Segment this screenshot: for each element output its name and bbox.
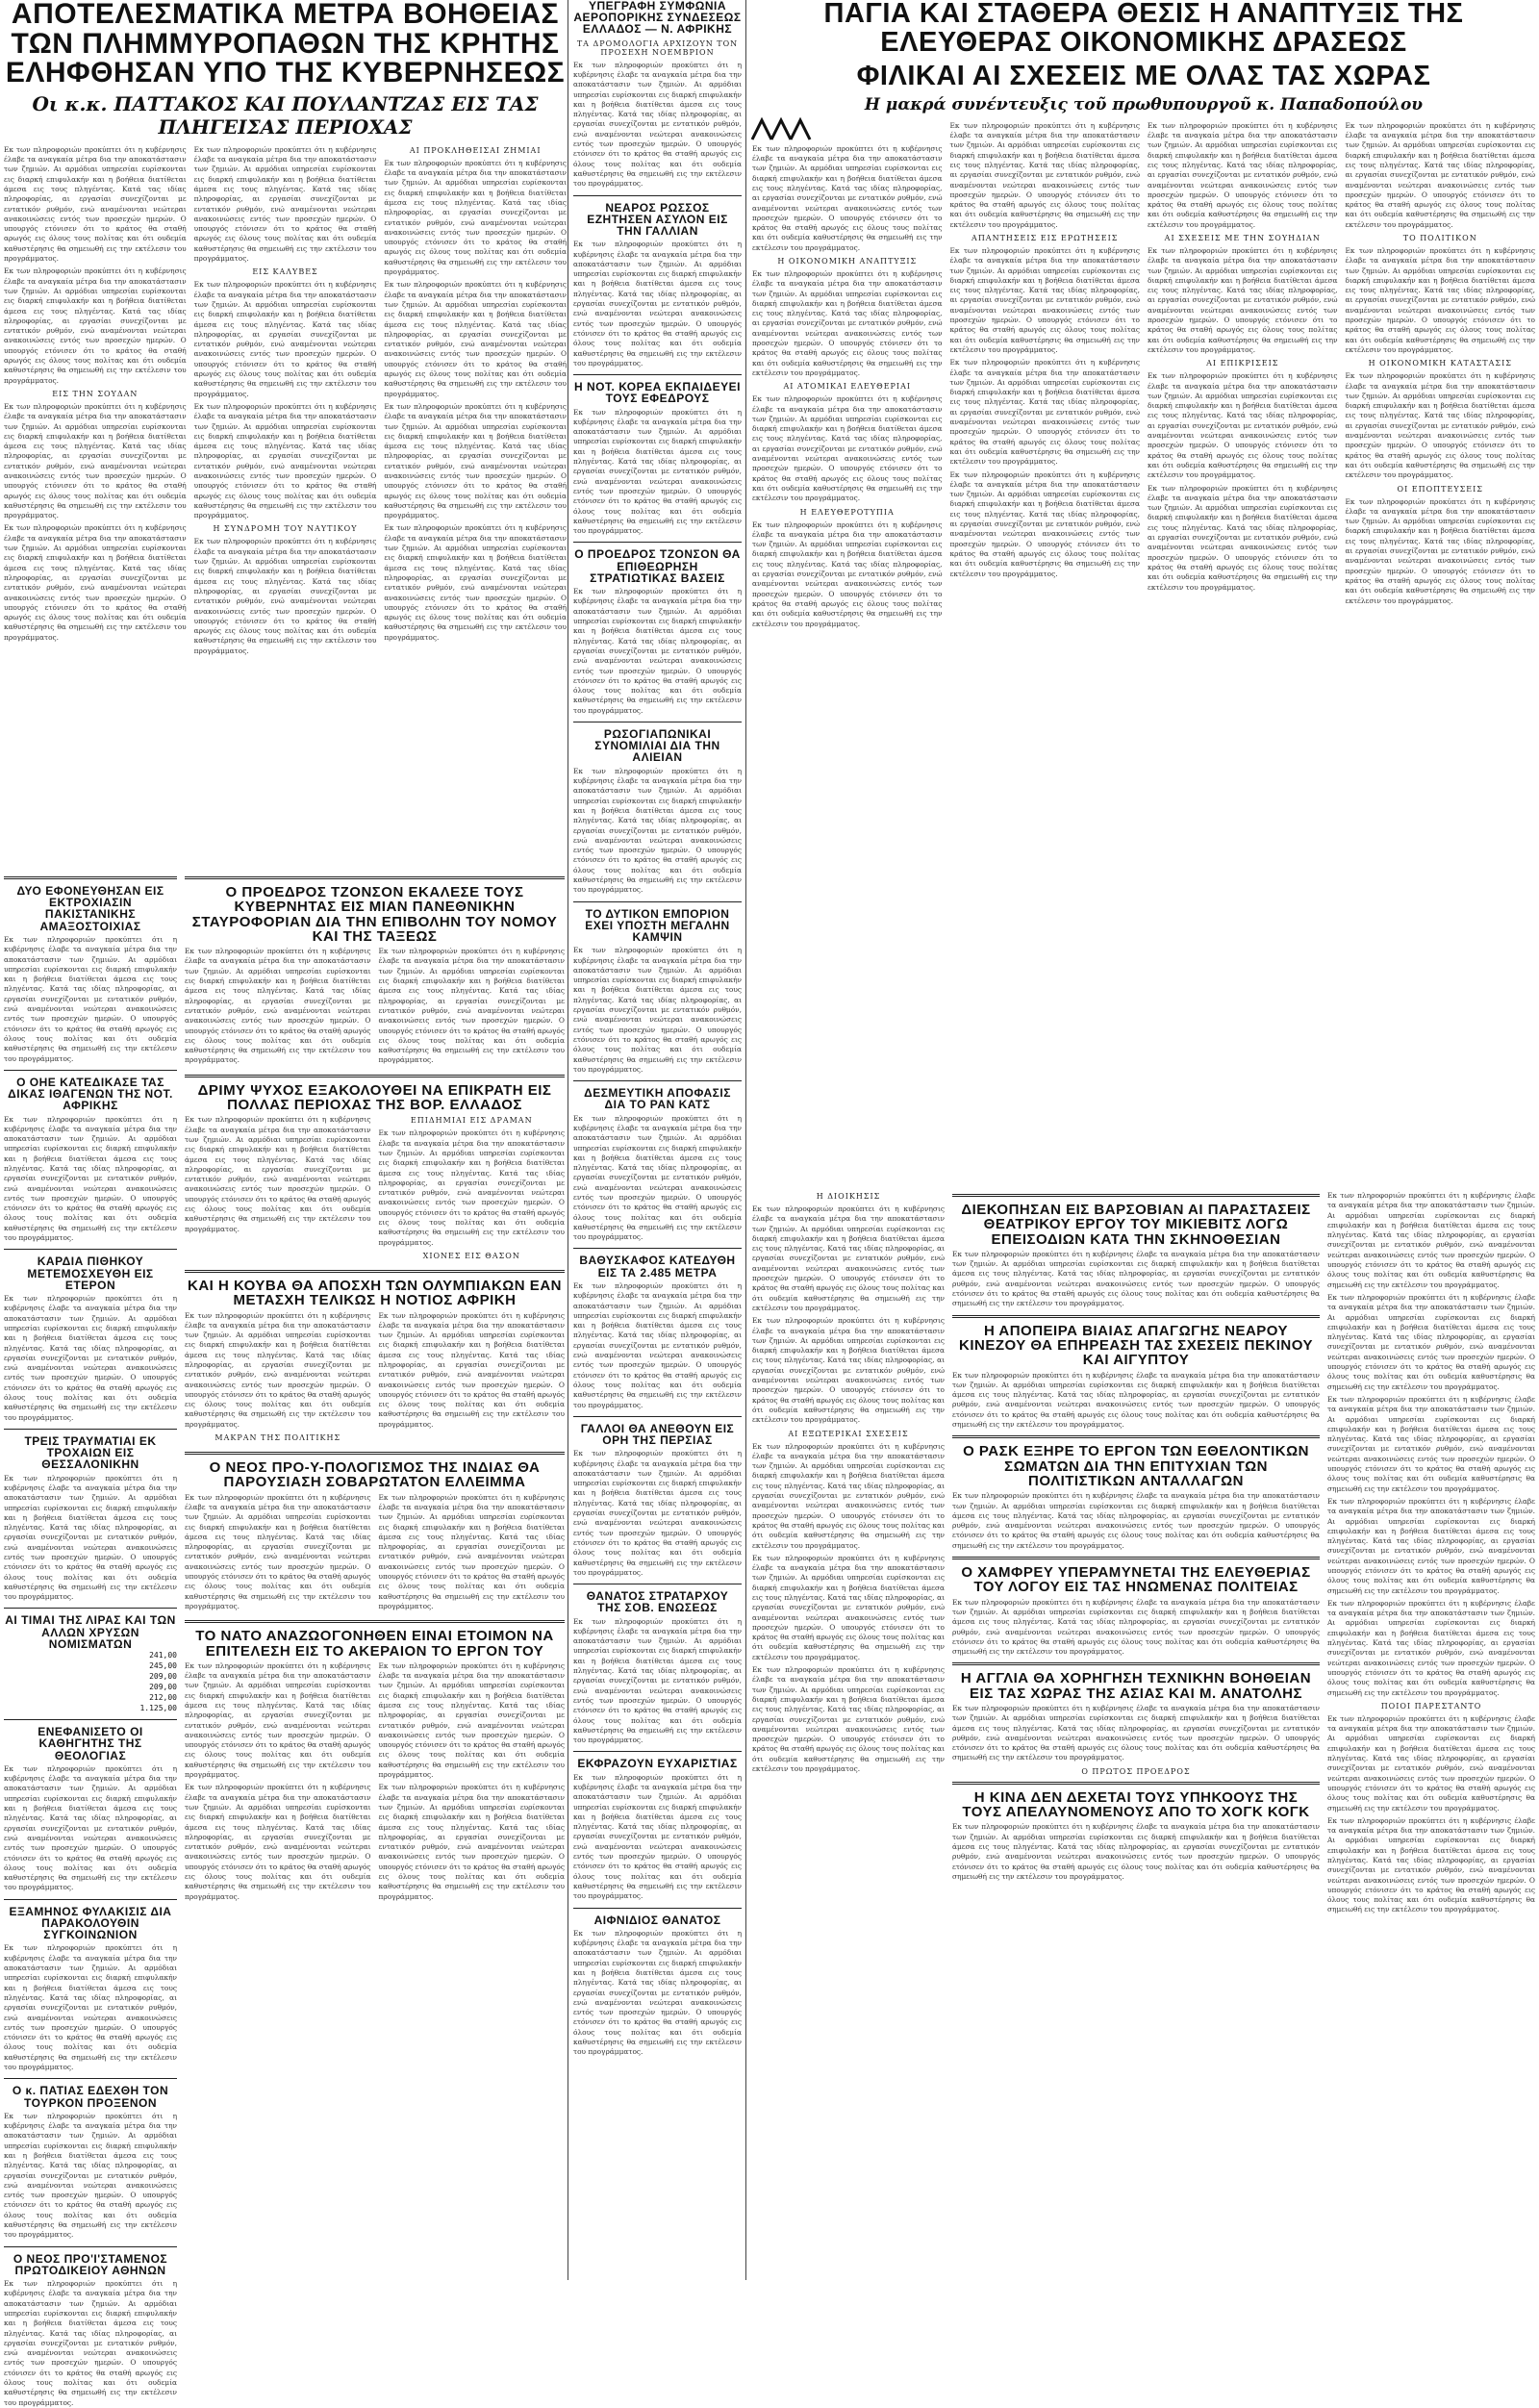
kidnap-headline: Η ΑΠΟΠΕΙΡΑ ΒΙΑΙΑΣ ΑΠΑΓΩΓΗΣ ΝΕΑΡΟΥ ΚΙΝΕΖΟΥ ΘΑ ΕΠΗΡΕΑΣΗ ΤΑΣ ΣΧΕΣΕΙΣ ΠΕΚΙΝΟΥ ΚΑΙ ΑΙΓΥΠΤΟΥ xyxy=(958,1322,1314,1369)
article-text: Εκ των πληροφοριών προκύπτει ότι η κυβέρνησις έλαβε τα αναγκαία μέτρα δια την αποκατάστασιν των ζημιών. Αι αρμόδιαι υπηρεσίαι ευρίσκονται εις διαρκή επιφυλακήν και η βοήθεια διατίθεται άμεσα εις τους πληγέντας. Κατά τας ιδίας πληροφορίας, αι εργασίαι συνεχίζονται με εντατικόν ρυθμόν, ενώ αναμένονται νεώτεραι ανακοινώσεις εντός των προσεχών ημερών. Ο υπουργός ετόνισεν ότι το κράτος θα σταθή αρωγός εις όλους τους πολίτας και ότι ουδεμία καθυστέρησις θα σημειωθή εις την εκτέλεσιν του προγράμματος. xyxy=(4,144,187,264)
section-label: ΑΙ ΠΡΟΚΛΗΘΕΙΣΑΙ ΖΗΜΙΑΙ xyxy=(409,145,542,155)
brief-headline: Ο ΝΕΟΣ ΠΡΟ'Ι'ΣΤΑΜΕΝΟΣ ΠΡΩΤΟΔΙΚΕΙΟΥ ΑΘΗΝΩΝ xyxy=(13,2251,168,2277)
gold-price: 1.125,00 xyxy=(139,1704,177,1713)
brief-headline: ΝΕΑΡΟΣ ΡΩΣΣΟΣ ΕΖΗΤΗΣΕΝ ΑΣΥΛΟΝ ΕΙΣ ΤΗΝ ΓΑΛΛΙΑΝ xyxy=(587,200,728,239)
britain-aid-headline: Η ΑΓΓΛΙΑ ΘΑ ΧΟΡΗΓΗΣΗ ΤΕΧΝΙΚΗΝ ΒΟΗΘΕΙΑΝ ΕΙΣ ΤΑΣ ΧΩΡΑΣ ΤΗΣ ΑΣΙΑΣ ΚΑΙ Μ. ΑΝΑΤΟΛΗΣ xyxy=(960,1670,1312,1702)
article-text: Εκ των πληροφοριών προκύπτει ότι η κυβέρνησις έλαβε τα αναγκαία μέτρα δια την αποκατάστασιν των ζημιών. Αι αρμόδιαι υπηρεσίαι ευρίσκονται εις διαρκή επιφυλακήν και η βοήθεια διατίθεται άμεσα εις τους πληγέντας. Κατά τας ιδίας πληροφορίας, αι εργασίαι συνεχίζονται με εντατικόν ρυθμόν, ενώ αναμένονται νεώτεραι ανακοινώσεις εντός των προσεχών ημερών. Ο υπουργός ετόνισεν ότι το κράτος θα σταθή αρωγός εις όλους τους πολίτας και ότι ουδεμία καθυστέρησις θα σημειωθή εις την εκτέλεσιν του προγράμματος. xyxy=(752,394,943,503)
article-text: Εκ των πληροφοριών προκύπτει ότι η κυβέρνησις έλαβε τα αναγκαία μέτρα δια την αποκατάστασιν των ζημιών. Αι αρμόδιαι υπηρεσίαι ευρίσκονται εις διαρκή επιφυλακήν και η βοήθεια διατίθεται άμεσα εις τους πληγέντας. Κατά τας ιδίας πληροφορίας, αι εργασίαι συνεχίζονται με εντατικόν ρυθμόν, ενώ αναμένονται νεώτεραι ανακοινώσεις εντός των προσεχών ημερών. Ο υπουργός ετόνισεν ότι το κράτος θα σταθή αρωγός εις όλους τους πολίτας και ότι ουδεμία καθυστέρησις θα σημειωθή εις την εκτέλεσιν του προγράμματος. xyxy=(952,1249,1320,1308)
article-text: Εκ των πληροφοριών προκύπτει ότι η κυβέρνησις έλαβε τα αναγκαία μέτρα δια την αποκατάστασιν των ζημιών. Αι αρμόδιαι υπηρεσίαι ευρίσκονται εις διαρκή επιφυλακήν και η βοήθεια διατίθεται άμεσα εις τους πληγέντας. Κατά τας ιδίας πληροφορίας, αι εργασίαι συνεχίζονται με εντατικόν ρυθμόν, ενώ αναμένονται νεώτεραι ανακοινώσεις εντός των προσεχών ημερών. Ο υπουργός ετόνισεν ότι το κράτος θα σταθή αρωγός εις όλους τους πολίτας και ότι ουδεμία καθυστέρησις θα σημειωθή εις την εκτέλεσιν του προγράμματος. xyxy=(752,1553,945,1661)
article-text: Εκ των πληροφοριών προκύπτει ότι η κυβέρνησις έλαβε τα αναγκαία μέτρα δια την αποκατάστασιν των ζημιών. Αι αρμόδιαι υπηρεσίαι ευρίσκονται εις διαρκή επιφυλακήν και η βοήθεια διατίθεται άμεσα εις τους πληγέντας. Κατά τας ιδίας πληροφορίας, αι εργασίαι συνεχίζονται με εντατικόν ρυθμόν, ενώ αναμένονται νεώτεραι ανακοινώσεις εντός των προσεχών ημερών. Ο υπουργός ετόνισεν ότι το κράτος θα σταθή αρωγός εις όλους τους πολίτας και ότι ουδεμία καθυστέρησις θα σημειωθή εις την εκτέλεσιν του προγράμματος. xyxy=(1345,120,1535,229)
article-text: Εκ των πληροφοριών προκύπτει ότι η κυβέρνησις έλαβε τα αναγκαία μέτρα δια την αποκατάστασιν των ζημιών. Αι αρμόδιαι υπηρεσίαι ευρίσκονται εις διαρκή επιφυλακήν και η βοήθεια διατίθεται άμεσα εις τους πληγέντας. Κατά τας ιδίας πληροφορίας, αι εργασίαι συνεχίζονται με εντατικόν ρυθμόν, ενώ αναμένονται νεώτεραι ανακοινώσεις εντός των προσεχών ημερών. Ο υπουργός ετόνισεν ότι το κράτος θα σταθή αρωγός εις όλους τους πολίτας και ότι ουδεμία καθυστέρησις θα σημειωθή εις την εκτέλεσιν του προγράμματος. xyxy=(4,2279,177,2407)
article-text: Εκ των πληροφοριών προκύπτει ότι η κυβέρνησις έλαβε τα αναγκαία μέτρα δια την αποκατάστασιν των ζημιών. Αι αρμόδιαι υπηρεσίαι ευρίσκονται εις διαρκή επιφυλακήν και η βοήθεια διατίθεται άμεσα εις τους πληγέντας. Κατά τας ιδίας πληροφορίας, αι εργασίαι συνεχίζονται με εντατικόν ρυθμόν, ενώ αναμένονται νεώτεραι ανακοινώσεις εντός των προσεχών ημερών. Ο υπουργός ετόνισεν ότι το κράτος θα σταθή αρωγός εις όλους τους πολίτας και ότι ουδεμία καθυστέρησις θα σημειωθή εις την εκτέλεσιν του προγράμματος. xyxy=(1148,246,1338,354)
right-story-block xyxy=(752,0,1535,1138)
article-text: Εκ των πληροφοριών προκύπτει ότι η κυβέρνησις έλαβε τα αναγκαία μέτρα δια την αποκατάστασιν των ζημιών. Αι αρμόδιαι υπηρεσίαι ευρίσκονται εις διαρκή επιφυλακήν και η βοήθεια διατίθεται άμεσα εις τους πληγέντας. Κατά τας ιδίας πληροφορίας, αι εργασίαι συνεχίζονται με εντατικόν ρυθμόν, ενώ αναμένονται νεώτεραι ανακοινώσεις εντός των προσεχών ημερών. Ο υπουργός ετόνισεν ότι το κράτος θα σταθή αρωγός εις όλους τους πολίτας και ότι ουδεμία καθυστέρησις θα σημειωθή εις την εκτέλεσιν του προγράμματος. xyxy=(378,1492,565,1610)
article-text: Εκ των πληροφοριών προκύπτει ότι η κυβέρνησις έλαβε τα αναγκαία μέτρα δια την αποκατάστασιν των ζημιών. Αι αρμόδιαι υπηρεσίαι ευρίσκονται εις διαρκή επιφυλακήν και η βοήθεια διατίθεται άμεσα εις τους πληγέντας. Κατά τας ιδίας πληροφορίας, αι εργασίαι συνεχίζονται με εντατικόν ρυθμόν, ενώ αναμένονται νεώτεραι ανακοινώσεις εντός των προσεχών ημερών. Ο υπουργός ετόνισεν ότι το κράτος θα σταθή αρωγός εις όλους τους πολίτας και ότι ουδεμία καθυστέρησις θα σημειωθή εις την εκτέλεσιν του προγράμματος. xyxy=(1327,1713,1535,1812)
section-label: Η ΕΛΕΥΘΕΡΟΤΥΠΙΑ xyxy=(799,507,895,517)
section-label: ΟΙ ΕΠΟΠΤΕΥΣΕΙΣ xyxy=(1397,484,1483,494)
article-text: Εκ των πληροφοριών προκύπτει ότι η κυβέρνησις έλαβε τα αναγκαία μέτρα δια την αποκατάστασιν των ζημιών. Αι αρμόδιαι υπηρεσίαι ευρίσκονται εις διαρκή επιφυλακήν και η βοήθεια διατίθεται άμεσα εις τους πληγέντας. Κατά τας ιδίας πληροφορίας, αι εργασίαι συνεχίζονται με εντατικόν ρυθμόν, ενώ αναμένονται νεώτεραι ανακοινώσεις εντός των προσεχών ημερών. Ο υπουργός ετόνισεν ότι το κράτος θα σταθή αρωγός εις όλους τους πολίτας και ότι ουδεμία καθυστέρησις θα σημειωθή εις την εκτέλεσιν του προγράμματος. xyxy=(378,1660,565,1780)
article-text: Εκ των πληροφοριών προκύπτει ότι η κυβέρνησις έλαβε τα αναγκαία μέτρα δια την αποκατάστασιν των ζημιών. Αι αρμόδιαι υπηρεσίαι ευρίσκονται εις διαρκή επιφυλακήν και η βοήθεια διατίθεται άμεσα εις τους πληγέντας. Κατά τας ιδίας πληροφορίας, αι εργασίαι συνεχίζονται με εντατικόν ρυθμόν, ενώ αναμένονται νεώτεραι ανακοινώσεις εντός των προσεχών ημερών. Ο υπουργός ετόνισεν ότι το κράτος θα σταθή αρωγός εις όλους τους πολίτας και ότι ουδεμία καθυστέρησις θα σημειωθή εις την εκτέλεσιν του προγράμματος. xyxy=(752,1441,945,1550)
article-text: Εκ των πληροφοριών προκύπτει ότι η κυβέρνησις έλαβε τα αναγκαία μέτρα δια την αποκατάστασιν των ζημιών. Αι αρμόδιαι υπηρεσίαι ευρίσκονται εις διαρκή επιφυλακήν και η βοήθεια διατίθεται άμεσα εις τους πληγέντας. Κατά τας ιδίας πληροφορίας, αι εργασίαι συνεχίζονται με εντατικόν ρυθμόν, ενώ αναμένονται νεώτεραι ανακοινώσεις εντός των προσεχών ημερών. Ο υπουργός ετόνισεν ότι το κράτος θα σταθή αρωγός εις όλους τους πολίτας και ότι ουδεμία καθυστέρησις θα σημειωθή εις την εκτέλεσιν του προγράμματος. xyxy=(1327,1191,1535,1289)
article-text: Εκ των πληροφοριών προκύπτει ότι η κυβέρνησις έλαβε τα αναγκαία μέτρα δια την αποκατάστασιν των ζημιών. Αι αρμόδιαι υπηρεσίαι ευρίσκονται εις διαρκή επιφυλακήν και η βοήθεια διατίθεται άμεσα εις τους πληγέντας. Κατά τας ιδίας πληροφορίας, αι εργασίαι συνεχίζονται με εντατικόν ρυθμόν, ενώ αναμένονται νεώτεραι ανακοινώσεις εντός των προσεχών ημερών. Ο υπουργός ετόνισεν ότι το κράτος θα σταθή αρωγός εις όλους τους πολίτας και ότι ουδεμία καθυστέρησις θα σημειωθή εις την εκτέλεσιν του προγράμματος. xyxy=(4,2111,177,2240)
section-label: Η ΔΙΟΙΚΗΣΙΣ xyxy=(816,1192,881,1201)
article-text: Εκ των πληροφοριών προκύπτει ότι η κυβέρνησις έλαβε τα αναγκαία μέτρα δια την αποκατάστασιν των ζημιών. Αι αρμόδιαι υπηρεσίαι ευρίσκονται εις διαρκή επιφυλακήν και η βοήθεια διατίθεται άμεσα εις τους πληγέντας. Κατά τας ιδίας πληροφορίας, αι εργασίαι συνεχίζονται με εντατικόν ρυθμόν, ενώ αναμένονται νεώτεραι ανακοινώσεις εντός των προσεχών ημερών. Ο υπουργός ετόνισεν ότι το κράτος θα σταθή αρωγός εις όλους τους πολίτας και ότι ουδεμία καθυστέρησις θα σημειωθή εις την εκτέλεσιν του προγράμματος. xyxy=(752,143,943,252)
article-text: Εκ των πληροφοριών προκύπτει ότι η κυβέρνησις έλαβε τα αναγκαία μέτρα δια την αποκατάστασιν των ζημιών. Αι αρμόδιαι υπηρεσίαι ευρίσκονται εις διαρκή επιφυλακήν και η βοήθεια διατίθεται άμεσα εις τους πληγέντας. Κατά τας ιδίας πληροφορίας, αι εργασίαι συνεχίζονται με εντατικόν ρυθμόν, ενώ αναμένονται νεώτεραι ανακοινώσεις εντός των προσεχών ημερών. Ο υπουργός ετόνισεν ότι το κράτος θα σταθή αρωγός εις όλους τους πολίτας και ότι ουδεμία καθυστέρησις θα σημειωθή εις την εκτέλεσιν του προγράμματος. xyxy=(952,1370,1320,1430)
article-text: Εκ των πληροφοριών προκύπτει ότι η κυβέρνησις έλαβε τα αναγκαία μέτρα δια την αποκατάστασιν των ζημιών. Αι αρμόδιαι υπηρεσίαι ευρίσκονται εις διαρκή επιφυλακήν και η βοήθεια διατίθεται άμεσα εις τους πληγέντας. Κατά τας ιδίας πληροφορίας, αι εργασίαι συνεχίζονται με εντατικόν ρυθμόν, ενώ αναμένονται νεώτεραι ανακοινώσεις εντός των προσεχών ημερών. Ο υπουργός ετόνισεν ότι το κράτος θα σταθή αρωγός εις όλους τους πολίτας και ότι ουδεμία καθυστέρησις θα σημειωθή εις την εκτέλεσιν του προγράμματος. xyxy=(573,1113,742,1242)
article-text: Εκ των πληροφοριών προκύπτει ότι η κυβέρνησις έλαβε τα αναγκαία μέτρα δια την αποκατάστασιν των ζημιών. Αι αρμόδιαι υπηρεσίαι ευρίσκονται εις διαρκή επιφυλακήν και η βοήθεια διατίθεται άμεσα εις τους πληγέντας. Κατά τας ιδίας πληροφορίας, αι εργασίαι συνεχίζονται με εντατικόν ρυθμόν, ενώ αναμένονται νεώτεραι ανακοινώσεις εντός των προσεχών ημερών. Ο υπουργός ετόνισεν ότι το κράτος θα σταθή αρωγός εις όλους τους πολίτας και ότι ουδεμία καθυστέρησις θα σημειωθή εις την εκτέλεσιν του προγράμματος. xyxy=(952,1822,1320,1881)
article-text: Εκ των πληροφοριών προκύπτει ότι η κυβέρνησις έλαβε τα αναγκαία μέτρα δια την αποκατάστασιν των ζημιών. Αι αρμόδιαι υπηρεσίαι ευρίσκονται εις διαρκή επιφυλακήν και η βοήθεια διατίθεται άμεσα εις τους πληγέντας. Κατά τας ιδίας πληροφορίας, αι εργασίαι συνεχίζονται με εντατικόν ρυθμόν, ενώ αναμένονται νεώτεραι ανακοινώσεις εντός των προσεχών ημερών. Ο υπουργός ετόνισεν ότι το κράτος θα σταθή αρωγός εις όλους τους πολίτας και ότι ουδεμία καθυστέρησις θα σημειωθή εις την εκτέλεσιν του προγράμματος. xyxy=(378,1310,565,1429)
article-text: Εκ των πληροφοριών προκύπτει ότι η κυβέρνησις έλαβε τα αναγκαία μέτρα δια την αποκατάστασιν των ζημιών. Αι αρμόδιαι υπηρεσίαι ευρίσκονται εις διαρκή επιφυλακήν και η βοήθεια διατίθεται άμεσα εις τους πληγέντας. Κατά τας ιδίας πληροφορίας, αι εργασίαι συνεχίζονται με εντατικόν ρυθμόν, ενώ αναμένονται νεώτεραι ανακοινώσεις εντός των προσεχών ημερών. Ο υπουργός ετόνισεν ότι το κράτος θα σταθή αρωγός εις όλους τους πολίτας και ότι ουδεμία καθυστέρησις θα σημειωθή εις την εκτέλεσιν του προγράμματος. xyxy=(1148,371,1338,480)
brief-headline: Η ΝΟΤ. ΚΟΡΕΑ ΕΚΠΑΙΔΕΥΕΙ ΤΟΥΣ ΕΦΕΔΡΟΥΣ xyxy=(574,380,741,406)
article-text: Εκ των πληροφοριών προκύπτει ότι η κυβέρνησις έλαβε τα αναγκαία μέτρα δια την αποκατάστασιν των ζημιών. Αι αρμόδιαι υπηρεσίαι ευρίσκονται εις διαρκή επιφυλακήν και η βοήθεια διατίθεται άμεσα εις τους πληγέντας. Κατά τας ιδίας πληροφορίας, αι εργασίαι συνεχίζονται με εντατικόν ρυθμόν, ενώ αναμένονται νεώτεραι ανακοινώσεις εντός των προσεχών ημερών. Ο υπουργός ετόνισεν ότι το κράτος θα σταθή αρωγός εις όλους τους πολίτας και ότι ουδεμία καθυστέρησις θα σημειωθή εις την εκτέλεσιν του προγράμματος. xyxy=(4,523,187,642)
brief-headline: ΓΑΛΛΟΙ ΘΑ ΑΝΕΘΟΥΝ ΕΙΣ ΟΡΗ ΤΗΣ ΠΕΡΣΙΑΣ xyxy=(580,1421,735,1448)
brief-headline: ΑΙ ΤΙΜΑΙ ΤΗΣ ΛΙΡΑΣ ΚΑΙ ΤΩΝ ΑΛΛΩΝ ΧΡΥΣΩΝ ΝΟΜΙΣΜΑΤΩΝ xyxy=(5,1613,176,1651)
article-text: Εκ των πληροφοριών προκύπτει ότι η κυβέρνησις έλαβε τα αναγκαία μέτρα δια την αποκατάστασιν των ζημιών. Αι αρμόδιαι υπηρεσίαι ευρίσκονται εις διαρκή επιφυλακήν και η βοήθεια διατίθεται άμεσα εις τους πληγέντας. Κατά τας ιδίας πληροφορίας, αι εργασίαι συνεχίζονται με εντατικόν ρυθμόν, ενώ αναμένονται νεώτεραι ανακοινώσεις εντός των προσεχών ημερών. Ο υπουργός ετόνισεν ότι το κράτος θα σταθή αρωγός εις όλους τους πολίτας και ότι ουδεμία καθυστέρησις θα σημειωθή εις την εκτέλεσιν του προγράμματος. xyxy=(4,1943,177,2072)
brief-headline: Ο ΠΡΟΕΔΡΟΣ ΤΖΟΝΣΟΝ ΘΑ ΕΠΙΘΕΩΡΗΣΗ ΣΤΡΑΤΙΩΤΙΚΑΣ ΒΑΣΕΙΣ xyxy=(574,547,741,585)
section-label: Η ΟΙΚΟΝΟΜΙΚΗ ΚΑΤΑΣΤΑΣΙΣ xyxy=(1368,359,1512,368)
interview-headline: ΠΑΓΙΑ ΚΑΙ ΣΤΑΘΕΡΑ ΘΕΣΙΣ Η ΑΝΑΠΤΥΞΙΣ ΤΗΣ ΕΛΕΥΘΕΡΑΣ ΟΙΚΟΝΟΜΙΚΗΣ ΔΡΑΣΕΩΣ xyxy=(823,0,1464,58)
article-text: Εκ των πληροφοριών προκύπτει ότι η κυβέρνησις έλαβε τα αναγκαία μέτρα δια την αποκατάστασιν των ζημιών. Αι αρμόδιαι υπηρεσίαι ευρίσκονται εις διαρκή επιφυλακήν και η βοήθεια διατίθεται άμεσα εις τους πληγέντας. Κατά τας ιδίας πληροφορίας, αι εργασίαι συνεχίζονται με εντατικόν ρυθμόν, ενώ αναμένονται νεώτεραι ανακοινώσεις εντός των προσεχών ημερών. Ο υπουργός ετόνισεν ότι το κράτος θα σταθή αρωγός εις όλους τους πολίτας και ότι ουδεμία καθυστέρησις θα σημειωθή εις την εκτέλεσιν του προγράμματος. xyxy=(185,1115,371,1233)
crete-floods-subhead: Οι κ.κ. ΠΑΤΤΑΚΟΣ ΚΑΙ ΠΟΥΛΑΝΤΖΑΣ ΕΙΣ ΤΑΣ ΠΛΗΓΕΙΣΑΣ ΠΕΡΙΟΧΑΣ xyxy=(32,91,539,139)
section-label: ΑΙ ΕΠΙΚΡΙΣΕΙΣ xyxy=(1206,359,1279,368)
article-text: Εκ των πληροφοριών προκύπτει ότι η κυβέρνησις έλαβε τα αναγκαία μέτρα δια την αποκατάστασιν των ζημιών. Αι αρμόδιαι υπηρεσίαι ευρίσκονται εις διαρκή επιφυλακήν και η βοήθεια διατίθεται άμεσα εις τους πληγέντας. Κατά τας ιδίας πληροφορίας, αι εργασίαι συνεχίζονται με εντατικόν ρυθμόν, ενώ αναμένονται νεώτεραι ανακοινώσεις εντός των προσεχών ημερών. Ο υπουργός ετόνισεν ότι το κράτος θα σταθή αρωγός εις όλους τους πολίτας και ότι ουδεμία καθυστέρησις θα σημειωθή εις την εκτέλεσιν του προγράμματος. xyxy=(573,60,742,189)
article-text: Εκ των πληροφοριών προκύπτει ότι η κυβέρνησις έλαβε τα αναγκαία μέτρα δια την αποκατάστασιν των ζημιών. Αι αρμόδιαι υπηρεσίαι ευρίσκονται εις διαρκή επιφυλακήν και η βοήθεια διατίθεται άμεσα εις τους πληγέντας. Κατά τας ιδίας πληροφορίας, αι εργασίαι συνεχίζονται με εντατικόν ρυθμόν, ενώ αναμένονται νεώτεραι ανακοινώσεις εντός των προσεχών ημερών. Ο υπουργός ετόνισεν ότι το κράτος θα σταθή αρωγός εις όλους τους πολίτας και ότι ουδεμία καθυστέρησις θα σημειωθή εις την εκτέλεσιν του προγράμματος. xyxy=(949,358,1140,467)
rusk-headline: Ο ΡΑΣΚ ΕΞΗΡΕ ΤΟ ΕΡΓΟΝ ΤΩΝ ΕΘΕΛΟΝΤΙΚΩΝ ΣΩΜΑΤΩΝ ΔΙΑ ΤΗΝ ΕΠΙΤΥΧΙΑΝ ΤΩΝ ΠΟΛΙΤΙΣΤΙΚΩΝ ΑΝΤΑΛΛΑΓΩΝ xyxy=(963,1443,1309,1489)
article-text: Εκ των πληροφοριών προκύπτει ότι η κυβέρνησις έλαβε τα αναγκαία μέτρα δια την αποκατάστασιν των ζημιών. Αι αρμόδιαι υπηρεσίαι ευρίσκονται εις διαρκή επιφυλακήν και η βοήθεια διατίθεται άμεσα εις τους πληγέντας. Κατά τας ιδίας πληροφορίας, αι εργασίαι συνεχίζονται με εντατικόν ρυθμόν, ενώ αναμένονται νεώτεραι ανακοινώσεις εντός των προσεχών ημερών. Ο υπουργός ετόνισεν ότι το κράτος θα σταθή αρωγός εις όλους τους πολίτας και ότι ουδεμία καθυστέρησις θα σημειωθή εις την εκτέλεσιν του προγράμματος. xyxy=(1345,371,1535,480)
section-label: ΑΙ ΕΞΩΤΕΡΙΚΑΙ ΣΧΕΣΕΙΣ xyxy=(788,1429,909,1438)
article-text: Εκ των πληροφοριών προκύπτει ότι η κυβέρνησις έλαβε τα αναγκαία μέτρα δια την αποκατάστασιν των ζημιών. Αι αρμόδιαι υπηρεσίαι ευρίσκονται εις διαρκή επιφυλακήν και η βοήθεια διατίθεται άμεσα εις τους πληγέντας. Κατά τας ιδίας πληροφορίας, αι εργασίαι συνεχίζονται με εντατικόν ρυθμόν, ενώ αναμένονται νεώτεραι ανακοινώσεις εντός των προσεχών ημερών. Ο υπουργός ετόνισεν ότι το κράτος θα σταθή αρωγός εις όλους τους πολίτας και ότι ουδεμία καθυστέρησις θα σημειωθή εις την εκτέλεσιν του προγράμματος. xyxy=(193,401,377,520)
article-text: Εκ των πληροφοριών προκύπτει ότι η κυβέρνησις έλαβε τα αναγκαία μέτρα δια την αποκατάστασιν των ζημιών. Αι αρμόδιαι υπηρεσίαι ευρίσκονται εις διαρκή επιφυλακήν και η βοήθεια διατίθεται άμεσα εις τους πληγέντας. Κατά τας ιδίας πληροφορίας, αι εργασίαι συνεχίζονται με εντατικόν ρυθμόν, ενώ αναμένονται νεώτεραι ανακοινώσεις εντός των προσεχών ημερών. Ο υπουργός ετόνισεν ότι το κράτος θα σταθή αρωγός εις όλους τους πολίτας και ότι ουδεμία καθυστέρησις θα σημειωθή εις την εκτέλεσιν του προγράμματος. xyxy=(1148,483,1338,592)
interview-subhead: Η μακρά συνέντευξις τοῦ πρωθυπουργοῦ κ. Παπαδοπούλου xyxy=(864,94,1424,114)
article-text: Εκ των πληροφοριών προκύπτει ότι η κυβέρνησις έλαβε τα αναγκαία μέτρα δια την αποκατάστασιν των ζημιών. Αι αρμόδιαι υπηρεσίαι ευρίσκονται εις διαρκή επιφυλακήν και η βοήθεια διατίθεται άμεσα εις τους πληγέντας. Κατά τας ιδίας πληροφορίας, αι εργασίαι συνεχίζονται με εντατικόν ρυθμόν, ενώ αναμένονται νεώτεραι ανακοινώσεις εντός των προσεχών ημερών. Ο υπουργός ετόνισεν ότι το κράτος θα σταθή αρωγός εις όλους τους πολίτας και ότι ουδεμία καθυστέρησις θα σημειωθή εις την εκτέλεσιν του προγράμματος. xyxy=(1345,246,1535,354)
far-right-column xyxy=(1327,1188,1535,2275)
section-label: Η ΟΙΚΟΝΟΜΙΚΗ ΑΝΑΠΤΥΞΙΣ xyxy=(777,257,918,266)
article-text: Εκ των πληροφοριών προκύπτει ότι η κυβέρνησις έλαβε τα αναγκαία μέτρα δια την αποκατάστασιν των ζημιών. Αι αρμόδιαι υπηρεσίαι ευρίσκονται εις διαρκή επιφυλακήν και η βοήθεια διατίθεται άμεσα εις τους πληγέντας. Κατά τας ιδίας πληροφορίας, αι εργασίαι συνεχίζονται με εντατικόν ρυθμόν, ενώ αναμένονται νεώτεραι ανακοινώσεις εντός των προσεχών ημερών. Ο υπουργός ετόνισεν ότι το κράτος θα σταθή αρωγός εις όλους τους πολίτας και ότι ουδεμία καθυστέρησις θα σημειωθή εις την εκτέλεσιν του προγράμματος. xyxy=(573,946,742,1074)
article-text: Εκ των πληροφοριών προκύπτει ότι η κυβέρνησις έλαβε τα αναγκαία μέτρα δια την αποκατάστασιν των ζημιών. Αι αρμόδιαι υπηρεσίαι ευρίσκονται εις διαρκή επιφυλακήν και η βοήθεια διατίθεται άμεσα εις τους πληγέντας. Κατά τας ιδίας πληροφορίας, αι εργασίαι συνεχίζονται με εντατικόν ρυθμόν, ενώ αναμένονται νεώτεραι ανακοινώσεις εντός των προσεχών ημερών. Ο υπουργός ετόνισεν ότι το κράτος θα σταθή αρωγός εις όλους τους πολίτας και ότι ουδεμία καθυστέρησις θα σημειωθή εις την εκτέλεσιν του προγράμματος. xyxy=(573,766,742,895)
article-text: Εκ των πληροφοριών προκύπτει ότι η κυβέρνησις έλαβε τα αναγκαία μέτρα δια την αποκατάστασιν των ζημιών. Αι αρμόδιαι υπηρεσίαι ευρίσκονται εις διαρκή επιφυλακήν και η βοήθεια διατίθεται άμεσα εις τους πληγέντας. Κατά τας ιδίας πληροφορίας, αι εργασίαι συνεχίζονται με εντατικόν ρυθμόν, ενώ αναμένονται νεώτεραι ανακοινώσεις εντός των προσεχών ημερών. Ο υπουργός ετόνισεν ότι το κράτος θα σταθή αρωγός εις όλους τους πολίτας και ότι ουδεμία καθυστέρησις θα σημειωθή εις την εκτέλεσιν του προγράμματος. xyxy=(4,266,187,385)
article-text: Εκ των πληροφοριών προκύπτει ότι η κυβέρνησις έλαβε τα αναγκαία μέτρα δια την αποκατάστασιν των ζημιών. Αι αρμόδιαι υπηρεσίαι ευρίσκονται εις διαρκή επιφυλακήν και η βοήθεια διατίθεται άμεσα εις τους πληγέντας. Κατά τας ιδίας πληροφορίας, αι εργασίαι συνεχίζονται με εντατικόν ρυθμόν, ενώ αναμένονται νεώτεραι ανακοινώσεις εντός των προσεχών ημερών. Ο υπουργός ετόνισεν ότι το κράτος θα σταθή αρωγός εις όλους τους πολίτας και ότι ουδεμία καθυστέρησις θα σημειωθή εις την εκτέλεσιν του προγράμματος. xyxy=(1345,496,1535,605)
gold-price-list xyxy=(4,1650,177,1713)
article-text: Εκ των πληροφοριών προκύπτει ότι η κυβέρνησις έλαβε τα αναγκαία μέτρα δια την αποκατάστασιν των ζημιών. Αι αρμόδιαι υπηρεσίαι ευρίσκονται εις διαρκή επιφυλακήν και η βοήθεια διατίθεται άμεσα εις τους πληγέντας. Κατά τας ιδίας πληροφορίας, αι εργασίαι συνεχίζονται με εντατικόν ρυθμόν, ενώ αναμένονται νεώτεραι ανακοινώσεις εντός των προσεχών ημερών. Ο υπουργός ετόνισεν ότι το κράτος θα σταθή αρωγός εις όλους τους πολίτας και ότι ουδεμία καθυστέρησις θα σημειωθή εις την εκτέλεσιν του προγράμματος. xyxy=(1327,1496,1535,1595)
article-text: Εκ των πληροφοριών προκύπτει ότι η κυβέρνησις έλαβε τα αναγκαία μέτρα δια την αποκατάστασιν των ζημιών. Αι αρμόδιαι υπηρεσίαι ευρίσκονται εις διαρκή επιφυλακήν και η βοήθεια διατίθεται άμεσα εις τους πληγέντας. Κατά τας ιδίας πληροφορίας, αι εργασίαι συνεχίζονται με εντατικόν ρυθμόν, ενώ αναμένονται νεώτεραι ανακοινώσεις εντός των προσεχών ημερών. Ο υπουργός ετόνισεν ότι το κράτος θα σταθή αρωγός εις όλους τους πολίτας και ότι ουδεμία καθυστέρησις θα σημειωθή εις την εκτέλεσιν του προγράμματος. xyxy=(378,1128,565,1247)
article-text: Εκ των πληροφοριών προκύπτει ότι η κυβέρνησις έλαβε τα αναγκαία μέτρα δια την αποκατάστασιν των ζημιών. Αι αρμόδιαι υπηρεσίαι ευρίσκονται εις διαρκή επιφυλακήν και η βοήθεια διατίθεται άμεσα εις τους πληγέντας. Κατά τας ιδίας πληροφορίας, αι εργασίαι συνεχίζονται με εντατικόν ρυθμόν, ενώ αναμένονται νεώτεραι ανακοινώσεις εντός των προσεχών ημερών. Ο υπουργός ετόνισεν ότι το κράτος θα σταθή αρωγός εις όλους τους πολίτας και ότι ουδεμία καθυστέρησις θα σημειωθή εις την εκτέλεσιν του προγράμματος. xyxy=(952,1703,1320,1762)
crete-floods-body xyxy=(4,142,568,655)
article-text: Εκ των πληροφοριών προκύπτει ότι η κυβέρνησις έλαβε τα αναγκαία μέτρα δια την αποκατάστασιν των ζημιών. Αι αρμόδιαι υπηρεσίαι ευρίσκονται εις διαρκή επιφυλακήν και η βοήθεια διατίθεται άμεσα εις τους πληγέντας. Κατά τας ιδίας πληροφορίας, αι εργασίαι συνεχίζονται με εντατικόν ρυθμόν, ενώ αναμένονται νεώτεραι ανακοινώσεις εντός των προσεχών ημερών. Ο υπουργός ετόνισεν ότι το κράτος θα σταθή αρωγός εις όλους τους πολίτας και ότι ουδεμία καθυστέρησις θα σημειωθή εις την εκτέλεσιν του προγράμματος. xyxy=(573,1616,742,1745)
article-text: Εκ των πληροφοριών προκύπτει ότι η κυβέρνησις έλαβε τα αναγκαία μέτρα δια την αποκατάστασιν των ζημιών. Αι αρμόδιαι υπηρεσίαι ευρίσκονται εις διαρκή επιφυλακήν και η βοήθεια διατίθεται άμεσα εις τους πληγέντας. Κατά τας ιδίας πληροφορίας, αι εργασίαι συνεχίζονται με εντατικόν ρυθμόν, ενώ αναμένονται νεώτεραι ανακοινώσεις εντός των προσεχών ημερών. Ο υπουργός ετόνισεν ότι το κράτος θα σταθή αρωγός εις όλους τους πολίτας και ότι ουδεμία καθυστέρησις θα σημειωθή εις την εκτέλεσιν του προγράμματος. xyxy=(384,280,568,398)
section-label: ΑΙ ΣΧΕΣΕΙΣ ΜΕ ΤΗΝ ΣΟΥΗΔΙΑΝ xyxy=(1164,234,1321,242)
center-right-column xyxy=(752,1188,1320,2275)
brief-headline: ΘΑΝΑΤΟΣ ΣΤΡΑΤΑΡΧΟΥ ΤΗΣ ΣΟΒ. ΕΝΩΣΕΩΣ xyxy=(586,1589,729,1615)
article-text: Εκ των πληροφοριών προκύπτει ότι η κυβέρνησις έλαβε τα αναγκαία μέτρα δια την αποκατάστασιν των ζημιών. Αι αρμόδιαι υπηρεσίαι ευρίσκονται εις διαρκή επιφυλακήν και η βοήθεια διατίθεται άμεσα εις τους πληγέντας. Κατά τας ιδίας πληροφορίας, αι εργασίαι συνεχίζονται με εντατικόν ρυθμόν, ενώ αναμένονται νεώτεραι ανακοινώσεις εντός των προσεχών ημερών. Ο υπουργός ετόνισεν ότι το κράτος θα σταθή αρωγός εις όλους τους πολίτας και ότι ουδεμία καθυστέρησις θα σημειωθή εις την εκτέλεσιν του προγράμματος. xyxy=(185,1310,371,1429)
article-text: Εκ των πληροφοριών προκύπτει ότι η κυβέρνησις έλαβε τα αναγκαία μέτρα δια την αποκατάστασιν των ζημιών. Αι αρμόδιαι υπηρεσίαι ευρίσκονται εις διαρκή επιφυλακήν και η βοήθεια διατίθεται άμεσα εις τους πληγέντας. Κατά τας ιδίας πληροφορίας, αι εργασίαι συνεχίζονται με εντατικόν ρυθμόν, ενώ αναμένονται νεώτεραι ανακοινώσεις εντός των προσεχών ημερών. Ο υπουργός ετόνισεν ότι το κράτος θα σταθή αρωγός εις όλους τους πολίτας και ότι ουδεμία καθυστέρησις θα σημειωθή εις την εκτέλεσιν του προγράμματος. xyxy=(573,1928,742,2057)
brief-headline: ΑΙΦΝΙΔΙΟΣ ΘΑΝΑΤΟΣ xyxy=(593,1913,721,1927)
section-label: ΕΠΙΔΗΜΙΑΙ ΕΙΣ ΔΡΑΜΑΝ xyxy=(410,1116,533,1126)
section-label: Η ΣΥΝΔΡΟΜΗ ΤΟΥ ΝΑΥΤΙΚΟΥ xyxy=(213,524,358,534)
brief-headline: ΤΟ ΔΥΤΙΚΟΝ ΕΜΠΟΡΙΟΝ ΕΧΕΙ ΥΠΟΣΤΗ ΜΕΓΑΛΗΝ ΚΑΜΨΙΝ xyxy=(585,906,730,945)
center-left-column xyxy=(185,871,565,2275)
brief-headline: ΤΡΕΙΣ ΤΡΑΥΜΑΤΙΑΙ ΕΚ ΤΡΟΧΑΙΩΝ ΕΙΣ ΘΕΣΣΑΛΟΝΙΚΗΝ xyxy=(24,1433,157,1472)
article-text: Εκ των πληροφοριών προκύπτει ότι η κυβέρνησις έλαβε τα αναγκαία μέτρα δια την αποκατάστασιν των ζημιών. Αι αρμόδιαι υπηρεσίαι ευρίσκονται εις διαρκή επιφυλακήν και η βοήθεια διατίθεται άμεσα εις τους πληγέντας. Κατά τας ιδίας πληροφορίας, αι εργασίαι συνεχίζονται με εντατικόν ρυθμόν, ενώ αναμένονται νεώτεραι ανακοινώσεις εντός των προσεχών ημερών. Ο υπουργός ετόνισεν ότι το κράτος θα σταθή αρωγός εις όλους τους πολίτας και ότι ουδεμία καθυστέρησις θα σημειωθή εις την εκτέλεσιν του προγράμματος. xyxy=(573,1449,742,1577)
article-text: Εκ των πληροφοριών προκύπτει ότι η κυβέρνησις έλαβε τα αναγκαία μέτρα δια την αποκατάστασιν των ζημιών. Αι αρμόδιαι υπηρεσίαι ευρίσκονται εις διαρκή επιφυλακήν και η βοήθεια διατίθεται άμεσα εις τους πληγέντας. Κατά τας ιδίας πληροφορίας, αι εργασίαι συνεχίζονται με εντατικόν ρυθμόν, ενώ αναμένονται νεώτεραι ανακοινώσεις εντός των προσεχών ημερών. Ο υπουργός ετόνισεν ότι το κράτος θα σταθή αρωγός εις όλους τους πολίτας και ότι ουδεμία καθυστέρησις θα σημειωθή εις την εκτέλεσιν του προγράμματος. xyxy=(573,1772,742,1901)
section-label: ΕΙΣ ΤΗΝ ΣΟΥΔΑΝ xyxy=(52,389,139,398)
article-text: Εκ των πληροφοριών προκύπτει ότι η κυβέρνησις έλαβε τα αναγκαία μέτρα δια την αποκατάστασιν των ζημιών. Αι αρμόδιαι υπηρεσίαι ευρίσκονται εις διαρκή επιφυλακήν και η βοήθεια διατίθεται άμεσα εις τους πληγέντας. Κατά τας ιδίας πληροφορίας, αι εργασίαι συνεχίζονται με εντατικόν ρυθμόν, ενώ αναμένονται νεώτεραι ανακοινώσεις εντός των προσεχών ημερών. Ο υπουργός ετόνισεν ότι το κράτος θα σταθή αρωγός εις όλους τους πολίτας και ότι ουδεμία καθυστέρησις θα σημειωθή εις την εκτέλεσιν του προγράμματος. xyxy=(949,246,1140,354)
warsaw-headline: ΔΙΕΚΟΠΗΣΑΝ ΕΙΣ ΒΑΡΣΟΒΙΑΝ ΑΙ ΠΑΡΑΣΤΑΣΕΙΣ ΘΕΑΤΡΙΚΟΥ ΕΡΓΟΥ ΤΟΥ ΜΙΚΙΕΒΙΤΣ ΛΟΓΩ ΕΠΕΙΣΟΔΙΩΝ ΚΑΤΑ ΤΗΝ ΣΚΗΝΟΘΕΣΙΑΝ xyxy=(961,1202,1311,1248)
gold-price: 241,00 xyxy=(149,1651,177,1660)
article-text: Εκ των πληροφοριών προκύπτει ότι η κυβέρνησις έλαβε τα αναγκαία μέτρα δια την αποκατάστασιν των ζημιών. Αι αρμόδιαι υπηρεσίαι ευρίσκονται εις διαρκή επιφυλακήν και η βοήθεια διατίθεται άμεσα εις τους πληγέντας. Κατά τας ιδίας πληροφορίας, αι εργασίαι συνεχίζονται με εντατικόν ρυθμόν, ενώ αναμένονται νεώτεραι ανακοινώσεις εντός των προσεχών ημερών. Ο υπουργός ετόνισεν ότι το κράτος θα σταθή αρωγός εις όλους τους πολίτας και ότι ουδεμία καθυστέρησις θα σημειωθή εις την εκτέλεσιν του προγράμματος. xyxy=(952,1597,1320,1657)
article-text: Εκ των πληροφοριών προκύπτει ότι η κυβέρνησις έλαβε τα αναγκαία μέτρα δια την αποκατάστασιν των ζημιών. Αι αρμόδιαι υπηρεσίαι ευρίσκονται εις διαρκή επιφυλακήν και η βοήθεια διατίθεται άμεσα εις τους πληγέντας. Κατά τας ιδίας πληροφορίας, αι εργασίαι συνεχίζονται με εντατικόν ρυθμόν, ενώ αναμένονται νεώτεραι ανακοινώσεις εντός των προσεχών ημερών. Ο υπουργός ετόνισεν ότι το κράτος θα σταθή αρωγός εις όλους τους πολίτας και ότι ουδεμία καθυστέρησις θα σημειωθή εις την εκτέλεσιν του προγράμματος. xyxy=(949,120,1140,229)
india-budget-headline: Ο ΝΕΟΣ ΠΡΟ-Υ-ΠΟΛΟΓΙΣΜΟΣ ΤΗΣ ΙΝΔΙΑΣ ΘΑ ΠΑΡΟΥΣΙΑΣΗ ΣΟΒΑΡΩΤΑΤΟΝ ΕΛΛΕΙΜΜΑ xyxy=(209,1459,541,1491)
article-text: Εκ των πληροφοριών προκύπτει ότι η κυβέρνησις έλαβε τα αναγκαία μέτρα δια την αποκατάστασιν των ζημιών. Αι αρμόδιαι υπηρεσίαι ευρίσκονται εις διαρκή επιφυλακήν και η βοήθεια διατίθεται άμεσα εις τους πληγέντας. Κατά τας ιδίας πληροφορίας, αι εργασίαι συνεχίζονται με εντατικόν ρυθμόν, ενώ αναμένονται νεώτεραι ανακοινώσεις εντός των προσεχών ημερών. Ο υπουργός ετόνισεν ότι το κράτος θα σταθή αρωγός εις όλους τους πολίτας και ότι ουδεμία καθυστέρησις θα σημειωθή εις την εκτέλεσιν του προγράμματος. xyxy=(384,401,568,520)
article-text: Εκ των πληροφοριών προκύπτει ότι η κυβέρνησις έλαβε τα αναγκαία μέτρα δια την αποκατάστασιν των ζημιών. Αι αρμόδιαι υπηρεσίαι ευρίσκονται εις διαρκή επιφυλακήν και η βοήθεια διατίθεται άμεσα εις τους πληγέντας. Κατά τας ιδίας πληροφορίας, αι εργασίαι συνεχίζονται με εντατικόν ρυθμόν, ενώ αναμένονται νεώτεραι ανακοινώσεις εντός των προσεχών ημερών. Ο υπουργός ετόνισεν ότι το κράτος θα σταθή αρωγός εις όλους τους πολίτας και ότι ουδεμία καθυστέρησις θα σημειωθή εις την εκτέλεσιν του προγράμματος. xyxy=(752,1665,945,1774)
article-text: Εκ των πληροφοριών προκύπτει ότι η κυβέρνησις έλαβε τα αναγκαία μέτρα δια την αποκατάστασιν των ζημιών. Αι αρμόδιαι υπηρεσίαι ευρίσκονται εις διαρκή επιφυλακήν και η βοήθεια διατίθεται άμεσα εις τους πληγέντας. Κατά τας ιδίας πληροφορίας, αι εργασίαι συνεχίζονται με εντατικόν ρυθμόν, ενώ αναμένονται νεώτεραι ανακοινώσεις εντός των προσεχών ημερών. Ο υπουργός ετόνισεν ότι το κράτος θα σταθή αρωγός εις όλους τους πολίτας και ότι ουδεμία καθυστέρησις θα σημειωθή εις την εκτέλεσιν του προγράμματος. xyxy=(4,1473,177,1602)
article-text: Εκ των πληροφοριών προκύπτει ότι η κυβέρνησις έλαβε τα αναγκαία μέτρα δια την αποκατάστασιν των ζημιών. Αι αρμόδιαι υπηρεσίαι ευρίσκονται εις διαρκή επιφυλακήν και η βοήθεια διατίθεται άμεσα εις τους πληγέντας. Κατά τας ιδίας πληροφορίας, αι εργασίαι συνεχίζονται με εντατικόν ρυθμόν, ενώ αναμένονται νεώτεραι ανακοινώσεις εντός των προσεχών ημερών. Ο υπουργός ετόνισεν ότι το κράτος θα σταθή αρωγός εις όλους τους πολίτας και ότι ουδεμία καθυστέρησις θα σημειωθή εις την εκτέλεσιν του προγράμματος. xyxy=(193,537,377,655)
article-text: Εκ των πληροφοριών προκύπτει ότι η κυβέρνησις έλαβε τα αναγκαία μέτρα δια την αποκατάστασιν των ζημιών. Αι αρμόδιαι υπηρεσίαι ευρίσκονται εις διαρκή επιφυλακήν και η βοήθεια διατίθεται άμεσα εις τους πληγέντας. Κατά τας ιδίας πληροφορίας, αι εργασίαι συνεχίζονται με εντατικόν ρυθμόν, ενώ αναμένονται νεώτεραι ανακοινώσεις εντός των προσεχών ημερών. Ο υπουργός ετόνισεν ότι το κράτος θα σταθή αρωγός εις όλους τους πολίτας και ότι ουδεμία καθυστέρησις θα σημειωθή εις την εκτέλεσιν του προγράμματος. xyxy=(4,1294,177,1422)
article-text: Εκ των πληροφοριών προκύπτει ότι η κυβέρνησις έλαβε τα αναγκαία μέτρα δια την αποκατάστασιν των ζημιών. Αι αρμόδιαι υπηρεσίαι ευρίσκονται εις διαρκή επιφυλακήν και η βοήθεια διατίθεται άμεσα εις τους πληγέντας. Κατά τας ιδίας πληροφορίας, αι εργασίαι συνεχίζονται με εντατικόν ρυθμόν, ενώ αναμένονται νεώτεραι ανακοινώσεις εντός των προσεχών ημερών. Ο υπουργός ετόνισεν ότι το κράτος θα σταθή αρωγός εις όλους τους πολίτας και ότι ουδεμία καθυστέρησις θα σημειωθή εις την εκτέλεσιν του προγράμματος. xyxy=(384,158,568,277)
article-text: Εκ των πληροφοριών προκύπτει ότι η κυβέρνησις έλαβε τα αναγκαία μέτρα δια την αποκατάστασιν των ζημιών. Αι αρμόδιαι υπηρεσίαι ευρίσκονται εις διαρκή επιφυλακήν και η βοήθεια διατίθεται άμεσα εις τους πληγέντας. Κατά τας ιδίας πληροφορίας, αι εργασίαι συνεχίζονται με εντατικόν ρυθμόν, ενώ αναμένονται νεώτεραι ανακοινώσεις εντός των προσεχών ημερών. Ο υπουργός ετόνισεν ότι το κράτος θα σταθή αρωγός εις όλους τους πολίτας και ότι ουδεμία καθυστέρησις θα σημειωθή εις την εκτέλεσιν του προγράμματος. xyxy=(573,240,742,368)
article-text: Εκ των πληροφοριών προκύπτει ότι η κυβέρνησις έλαβε τα αναγκαία μέτρα δια την αποκατάστασιν των ζημιών. Αι αρμόδιαι υπηρεσίαι ευρίσκονται εις διαρκή επιφυλακήν και η βοήθεια διατίθεται άμεσα εις τους πληγέντας. Κατά τας ιδίας πληροφορίας, αι εργασίαι συνεχίζονται με εντατικόν ρυθμόν, ενώ αναμένονται νεώτεραι ανακοινώσεις εντός των προσεχών ημερών. Ο υπουργός ετόνισεν ότι το κράτος θα σταθή αρωγός εις όλους τους πολίτας και ότι ουδεμία καθυστέρησις θα σημειωθή εις την εκτέλεσιν του προγράμματος. xyxy=(1327,1292,1535,1391)
article-text: Εκ των πληροφοριών προκύπτει ότι η κυβέρνησις έλαβε τα αναγκαία μέτρα δια την αποκατάστασιν των ζημιών. Αι αρμόδιαι υπηρεσίαι ευρίσκονται εις διαρκή επιφυλακήν και η βοήθεια διατίθεται άμεσα εις τους πληγέντας. Κατά τας ιδίας πληροφορίας, αι εργασίαι συνεχίζονται με εντατικόν ρυθμόν, ενώ αναμένονται νεώτεραι ανακοινώσεις εντός των προσεχών ημερών. Ο υπουργός ετόνισεν ότι το κράτος θα σταθή αρωγός εις όλους τους πολίτας και ότι ουδεμία καθυστέρησις θα σημειωθή εις την εκτέλεσιν του προγράμματος. xyxy=(4,401,187,520)
section-label: ΕΙΣ ΚΑΛΥΒΕΣ xyxy=(252,267,318,277)
section-label: ΠΟΙΟΙ ΠΑΡΕΣΤΑΝΤΟ xyxy=(1380,1701,1482,1711)
gold-price: 245,00 xyxy=(149,1661,177,1671)
article-text: Εκ των πληροφοριών προκύπτει ότι η κυβέρνησις έλαβε τα αναγκαία μέτρα δια την αποκατάστασιν των ζημιών. Αι αρμόδιαι υπηρεσίαι ευρίσκονται εις διαρκή επιφυλακήν και η βοήθεια διατίθεται άμεσα εις τους πληγέντας. Κατά τας ιδίας πληροφορίας, αι εργασίαι συνεχίζονται με εντατικόν ρυθμόν, ενώ αναμένονται νεώτεραι ανακοινώσεις εντός των προσεχών ημερών. Ο υπουργός ετόνισεν ότι το κράτος θα σταθή αρωγός εις όλους τους πολίτας και ότι ουδεμία καθυστέρησις θα σημειωθή εις την εκτέλεσιν του προγράμματος. xyxy=(952,1491,1320,1550)
article-text: Εκ των πληροφοριών προκύπτει ότι η κυβέρνησις έλαβε τα αναγκαία μέτρα δια την αποκατάστασιν των ζημιών. Αι αρμόδιαι υπηρεσίαι ευρίσκονται εις διαρκή επιφυλακήν και η βοήθεια διατίθεται άμεσα εις τους πληγέντας. Κατά τας ιδίας πληροφορίας, αι εργασίαι συνεχίζονται με εντατικόν ρυθμόν, ενώ αναμένονται νεώτεραι ανακοινώσεις εντός των προσεχών ημερών. Ο υπουργός ετόνισεν ότι το κράτος θα σταθή αρωγός εις όλους τους πολίτας και ότι ουδεμία καθυστέρησις θα σημειωθή εις την εκτέλεσιν του προγράμματος. xyxy=(1327,1394,1535,1493)
section-label: ΑΠΑΝΤΗΣΕΙΣ ΕΙΣ ΕΡΩΤΗΣΕΙΣ xyxy=(971,234,1119,242)
section-label: ΧΙΟΝΕΣ ΕΙΣ ΘΑΣΟΝ xyxy=(422,1251,520,1260)
article-text: Εκ των πληροφοριών προκύπτει ότι η κυβέρνησις έλαβε τα αναγκαία μέτρα δια την αποκατάστασιν των ζημιών. Αι αρμόδιαι υπηρεσίαι ευρίσκονται εις διαρκή επιφυλακήν και η βοήθεια διατίθεται άμεσα εις τους πληγέντας. Κατά τας ιδίας πληροφορίας, αι εργασίαι συνεχίζονται με εντατικόν ρυθμόν, ενώ αναμένονται νεώτεραι ανακοινώσεις εντός των προσεχών ημερών. Ο υπουργός ετόνισεν ότι το κράτος θα σταθή αρωγός εις όλους τους πολίτας και ότι ουδεμία καθυστέρησις θα σημειωθή εις την εκτέλεσιν του προγράμματος. xyxy=(378,1783,565,1901)
article-text: Εκ των πληροφοριών προκύπτει ότι η κυβέρνησις έλαβε τα αναγκαία μέτρα δια την αποκατάστασιν των ζημιών. Αι αρμόδιαι υπηρεσίαι ευρίσκονται εις διαρκή επιφυλακήν και η βοήθεια διατίθεται άμεσα εις τους πληγέντας. Κατά τας ιδίας πληροφορίας, αι εργασίαι συνεχίζονται με εντατικόν ρυθμόν, ενώ αναμένονται νεώτεραι ανακοινώσεις εντός των προσεχών ημερών. Ο υπουργός ετόνισεν ότι το κράτος θα σταθή αρωγός εις όλους τους πολίτας και ότι ουδεμία καθυστέρησις θα σημειωθή εις την εκτέλεσιν του προγράμματος. xyxy=(384,523,568,642)
article-text: Εκ των πληροφοριών προκύπτει ότι η κυβέρνησις έλαβε τα αναγκαία μέτρα δια την αποκατάστασιν των ζημιών. Αι αρμόδιαι υπηρεσίαι ευρίσκονται εις διαρκή επιφυλακήν και η βοήθεια διατίθεται άμεσα εις τους πληγέντας. Κατά τας ιδίας πληροφορίας, αι εργασίαι συνεχίζονται με εντατικόν ρυθμόν, ενώ αναμένονται νεώτεραι ανακοινώσεις εντός των προσεχών ημερών. Ο υπουργός ετόνισεν ότι το κράτος θα σταθή αρωγός εις όλους τους πολίτας και ότι ουδεμία καθυστέρησις θα σημειωθή εις την εκτέλεσιν του προγράμματος. xyxy=(185,1660,371,1780)
china-hongkong-headline: Η ΚΙΝΑ ΔΕΝ ΔΕΧΕΤΑΙ ΤΟΥΣ ΥΠΗΚΟΟΥΣ ΤΗΣ ΤΟΥΣ ΑΠΕΛΑΥΝΟΜΕΝΟΥΣ ΑΠΟ ΤΟ ΧΟΓΚ ΚΟΓΚ xyxy=(962,1788,1310,1821)
article-text: Εκ των πληροφοριών προκύπτει ότι η κυβέρνησις έλαβε τα αναγκαία μέτρα δια την αποκατάστασιν των ζημιών. Αι αρμόδιαι υπηρεσίαι ευρίσκονται εις διαρκή επιφυλακήν και η βοήθεια διατίθεται άμεσα εις τους πληγέντας. Κατά τας ιδίας πληροφορίας, αι εργασίαι συνεχίζονται με εντατικόν ρυθμόν, ενώ αναμένονται νεώτεραι ανακοινώσεις εντός των προσεχών ημερών. Ο υπουργός ετόνισεν ότι το κράτος θα σταθή αρωγός εις όλους τους πολίτας και ότι ουδεμία καθυστέρησις θα σημειωθή εις την εκτέλεσιν του προγράμματος. xyxy=(378,947,565,1065)
brief-headline: Ο κ. ΠΑΤΙΑΣ ΕΔΕΧΘΗ ΤΟΝ ΤΟΥΡΚΟΝ ΠΡΟΞΕΝΟΝ xyxy=(12,2084,169,2110)
article-text: Εκ των πληροφοριών προκύπτει ότι η κυβέρνησις έλαβε τα αναγκαία μέτρα δια την αποκατάστασιν των ζημιών. Αι αρμόδιαι υπηρεσίαι ευρίσκονται εις διαρκή επιφυλακήν και η βοήθεια διατίθεται άμεσα εις τους πληγέντας. Κατά τας ιδίας πληροφορίας, αι εργασίαι συνεχίζονται με εντατικόν ρυθμόν, ενώ αναμένονται νεώτεραι ανακοινώσεις εντός των προσεχών ημερών. Ο υπουργός ετόνισεν ότι το κράτος θα σταθή αρωγός εις όλους τους πολίτας και ότι ουδεμία καθυστέρησις θα σημειωθή εις την εκτέλεσιν του προγράμματος. xyxy=(949,469,1140,578)
section-label: ΑΙ ΑΤΟΜΙΚΑΙ ΕΛΕΥΘΕΡΙΑΙ xyxy=(783,382,912,392)
gold-price: 212,00 xyxy=(149,1693,177,1703)
article-text: Εκ των πληροφοριών προκύπτει ότι η κυβέρνησις έλαβε τα αναγκαία μέτρα δια την αποκατάστασιν των ζημιών. Αι αρμόδιαι υπηρεσίαι ευρίσκονται εις διαρκή επιφυλακήν και η βοήθεια διατίθεται άμεσα εις τους πληγέντας. Κατά τας ιδίας πληροφορίας, αι εργασίαι συνεχίζονται με εντατικόν ρυθμόν, ενώ αναμένονται νεώτεραι ανακοινώσεις εντός των προσεχών ημερών. Ο υπουργός ετόνισεν ότι το κράτος θα σταθή αρωγός εις όλους τους πολίτας και ότι ουδεμία καθυστέρησις θα σημειωθή εις την εκτέλεσιν του προγράμματος. xyxy=(193,280,377,398)
cold-weather-headline: ΔΡΙΜΥ ΨΥΧΟΣ ΕΞΑΚΟΛΟΥΘΕΙ ΝΑ ΕΠΙΚΡΑΤΗ ΕΙΣ ΠΟΛΛΑΣ ΠΕΡΙΟΧΑΣ ΤΗΣ ΒΟΡ. ΕΛΛΑΔΟΣ xyxy=(197,1081,552,1114)
brief-headline: ΔΥΟ ΕΦΟΝΕΥΘΗΣΑΝ ΕΙΣ ΕΚΤΡΟΧΙΑΣΙΝ ΠΑΚΙΣΤΑΝΙΚΗΣ ΑΜΑΞΟΣΤΟΙΧΙΑΣ xyxy=(16,884,164,933)
article-text: Εκ των πληροφοριών προκύπτει ότι η κυβέρνησις έλαβε τα αναγκαία μέτρα δια την αποκατάστασιν των ζημιών. Αι αρμόδιαι υπηρεσίαι ευρίσκονται εις διαρκή επιφυλακήν και η βοήθεια διατίθεται άμεσα εις τους πληγέντας. Κατά τας ιδίας πληροφορίας, αι εργασίαι συνεχίζονται με εντατικόν ρυθμόν, ενώ αναμένονται νεώτεραι ανακοινώσεις εντός των προσεχών ημερών. Ο υπουργός ετόνισεν ότι το κράτος θα σταθή αρωγός εις όλους τους πολίτας και ότι ουδεμία καθυστέρησις θα σημειωθή εις την εκτέλεσιν του προγράμματος. xyxy=(193,144,377,264)
brief-headline: Ο ΟΗΕ ΚΑΤΕΔΙΚΑΣΕ ΤΑΣ ΔΙΚΑΣ ΙΘΑΓΕΝΩΝ ΤΗΣ ΝΟΤ. ΑΦΡΙΚΗΣ xyxy=(8,1075,173,1113)
article-text: Εκ των πληροφοριών προκύπτει ότι η κυβέρνησις έλαβε τα αναγκαία μέτρα δια την αποκατάστασιν των ζημιών. Αι αρμόδιαι υπηρεσίαι ευρίσκονται εις διαρκή επιφυλακήν και η βοήθεια διατίθεται άμεσα εις τους πληγέντας. Κατά τας ιδίας πληροφορίας, αι εργασίαι συνεχίζονται με εντατικόν ρυθμόν, ενώ αναμένονται νεώτεραι ανακοινώσεις εντός των προσεχών ημερών. Ο υπουργός ετόνισεν ότι το κράτος θα σταθή αρωγός εις όλους τους πολίτας και ότι ουδεμία καθυστέρησις θα σημειωθή εις την εκτέλεσιν του προγράμματος. xyxy=(573,1280,742,1409)
gold-price: 209,00 xyxy=(149,1683,177,1692)
nato-headline: ΤΟ ΝΑΤΟ ΑΝΑΖΩΟΓΟΝΗΘΕΝ ΕΙΝΑΙ ΕΤΟΙΜΟΝ ΝΑ ΕΠΙΤΕΛΕΣΗ ΕΙΣ ΤΟ ΑΚΕΡΑΙΟΝ ΤΟ ΕΡΓΟΝ ΤΟΥ xyxy=(195,1628,554,1660)
interview-headline-2: ΦΙΛΙΚΑΙ ΑΙ ΣΧΕΣΕΙΣ ΜΕ ΟΛΑΣ ΤΑΣ ΧΩΡΑΣ xyxy=(856,61,1431,92)
brief-headline: ΕΚΦΡΑΖΟΥΝ ΕΥΧΑΡΙΣΤΙΑΣ xyxy=(577,1757,738,1771)
article-text: Εκ των πληροφοριών προκύπτει ότι η κυβέρνησις έλαβε τα αναγκαία μέτρα δια την αποκατάστασιν των ζημιών. Αι αρμόδιαι υπηρεσίαι ευρίσκονται εις διαρκή επιφυλακήν και η βοήθεια διατίθεται άμεσα εις τους πληγέντας. Κατά τας ιδίας πληροφορίας, αι εργασίαι συνεχίζονται με εντατικόν ρυθμόν, ενώ αναμένονται νεώτεραι ανακοινώσεις εντός των προσεχών ημερών. Ο υπουργός ετόνισεν ότι το κράτος θα σταθή αρωγός εις όλους τους πολίτας και ότι ουδεμία καθυστέρησις θα σημειωθή εις την εκτέλεσιν του προγράμματος. xyxy=(4,1114,177,1243)
johnson-headline: Ο ΠΡΟΕΔΡΟΣ ΤΖΟΝΣΟΝ ΕΚΑΛΕΣΕ ΤΟΥΣ ΚΥΒΕΡΝΗΤΑΣ ΕΙΣ ΜΙΑΝ ΠΑΝΕΘΝΙΚΗΝ ΣΤΑΥΡΟΦΟΡΙΑΝ ΔΙΑ ΤΗΝ ΕΠΙΒΟΛΗΝ ΤΟΥ ΝΟΜΟΥ ΚΑΙ ΤΗΣ ΤΑΞΕΩΣ xyxy=(191,884,558,945)
narrow-middle-column xyxy=(573,0,742,2275)
article-text: Εκ των πληροφοριών προκύπτει ότι η κυβέρνησις έλαβε τα αναγκαία μέτρα δια την αποκατάστασιν των ζημιών. Αι αρμόδιαι υπηρεσίαι ευρίσκονται εις διαρκή επιφυλακήν και η βοήθεια διατίθεται άμεσα εις τους πληγέντας. Κατά τας ιδίας πληροφορίας, αι εργασίαι συνεχίζονται με εντατικόν ρυθμόν, ενώ αναμένονται νεώτεραι ανακοινώσεις εντός των προσεχών ημερών. Ο υπουργός ετόνισεν ότι το κράτος θα σταθή αρωγός εις όλους τους πολίτας και ότι ουδεμία καθυστέρησις θα σημειωθή εις την εκτέλεσιν του προγράμματος. xyxy=(752,520,943,628)
section-label: ΜΑΚΡΑΝ ΤΗΣ ΠΟΛΙΤΙΚΗΣ xyxy=(214,1433,341,1443)
article-text: Εκ των πληροφοριών προκύπτει ότι η κυβέρνησις έλαβε τα αναγκαία μέτρα δια την αποκατάστασιν των ζημιών. Αι αρμόδιαι υπηρεσίαι ευρίσκονται εις διαρκή επιφυλακήν και η βοήθεια διατίθεται άμεσα εις τους πληγέντας. Κατά τας ιδίας πληροφορίας, αι εργασίαι συνεχίζονται με εντατικόν ρυθμόν, ενώ αναμένονται νεώτεραι ανακοινώσεις εντός των προσεχών ημερών. Ο υπουργός ετόνισεν ότι το κράτος θα σταθή αρωγός εις όλους τους πολίτας και ότι ουδεμία καθυστέρησις θα σημειωθή εις την εκτέλεσιν του προγράμματος. xyxy=(1148,120,1338,229)
article-text: Εκ των πληροφοριών προκύπτει ότι η κυβέρνησις έλαβε τα αναγκαία μέτρα δια την αποκατάστασιν των ζημιών. Αι αρμόδιαι υπηρεσίαι ευρίσκονται εις διαρκή επιφυλακήν και η βοήθεια διατίθεται άμεσα εις τους πληγέντας. Κατά τας ιδίας πληροφορίας, αι εργασίαι συνεχίζονται με εντατικόν ρυθμόν, ενώ αναμένονται νεώτεραι ανακοινώσεις εντός των προσεχών ημερών. Ο υπουργός ετόνισεν ότι το κράτος θα σταθή αρωγός εις όλους τους πολίτας και ότι ουδεμία καθυστέρησις θα σημειωθή εις την εκτέλεσιν του προγράμματος. xyxy=(185,947,371,1065)
article-text: Εκ των πληροφοριών προκύπτει ότι η κυβέρνησις έλαβε τα αναγκαία μέτρα δια την αποκατάστασιν των ζημιών. Αι αρμόδιαι υπηρεσίαι ευρίσκονται εις διαρκή επιφυλακήν και η βοήθεια διατίθεται άμεσα εις τους πληγέντας. Κατά τας ιδίας πληροφορίας, αι εργασίαι συνεχίζονται με εντατικόν ρυθμόν, ενώ αναμένονται νεώτεραι ανακοινώσεις εντός των προσεχών ημερών. Ο υπουργός ετόνισεν ότι το κράτος θα σταθή αρωγός εις όλους τους πολίτας και ότι ουδεμία καθυστέρησις θα σημειωθή εις την εκτέλεσιν του προγράμματος. xyxy=(573,407,742,536)
left-brief-column xyxy=(4,871,177,2407)
article-text: Εκ των πληροφοριών προκύπτει ότι η κυβέρνησις έλαβε τα αναγκαία μέτρα δια την αποκατάστασιν των ζημιών. Αι αρμόδιαι υπηρεσίαι ευρίσκονται εις διαρκή επιφυλακήν και η βοήθεια διατίθεται άμεσα εις τους πληγέντας. Κατά τας ιδίας πληροφορίας, αι εργασίαι συνεχίζονται με εντατικόν ρυθμόν, ενώ αναμένονται νεώτεραι ανακοινώσεις εντός των προσεχών ημερών. Ο υπουργός ετόνισεν ότι το κράτος θα σταθή αρωγός εις όλους τους πολίτας και ότι ουδεμία καθυστέρησις θα σημειωθή εις την εκτέλεσιν του προγράμματος. xyxy=(185,1783,371,1901)
section-label: ΤΑ ΔΡΟΜΟΛΟΓΙΑ ΑΡΧΙΖΟΥΝ ΤΟΝ ΠΡΟΣΕΧΗ ΝΟΕΜΒΡΙΟΝ xyxy=(576,38,739,57)
cuba-olympics-headline: ΚΑΙ Η ΚΟΥΒΑ ΘΑ ΑΠΟΣΧΗ ΤΩΝ ΟΛΥΜΠΙΑΚΩΝ ΕΑΝ ΜΕΤΑΣΧΗ ΤΕΛΙΚΩΣ Η ΝΟΤΙΟΣ ΑΦΡΙΚΗ xyxy=(188,1277,562,1309)
brief-headline: ΚΑΡΔΙΑ ΠΙΘΗΚΟΥ ΜΕΤΕΜΟΣΧΕΥΘΗ ΕΙΣ ΕΤΕΡΟΝ xyxy=(27,1255,154,1292)
humphrey-headline: Ο ΧΑΜΦΡΕΥ ΥΠΕΡΑΜΥΝΕΤΑΙ ΤΗΣ ΕΛΕΥΘΕΡΙΑΣ ΤΟΥ ΛΟΓΟΥ ΕΙΣ ΤΑΣ ΗΝΩΜΕΝΑΣ ΠΟΛΙΤΕΙΑΣ xyxy=(961,1564,1311,1596)
brief-headline: ΕΞΑΜΗΝΟΣ ΦΥΛΑΚΙΣΙΣ ΔΙΑ ΠΑΡΑΚΟΛΟΥΘΙΝ ΣΥΓΚΟΙΝΩΝΙΟΝ xyxy=(9,1904,172,1942)
air-agreement-headline: ΥΠΕΓΡΑΦΗ ΣΥΜΦΩΝΙΑ ΑΕΡΟΠΟΡΙΚΗΣ ΣΥΝΔΕΣΕΩΣ ΕΛΛΑΔΟΣ — Ν. ΑΦΡΙΚΗΣ xyxy=(573,0,742,37)
article-text: Εκ των πληροφοριών προκύπτει ότι η κυβέρνησις έλαβε τα αναγκαία μέτρα δια την αποκατάστασιν των ζημιών. Αι αρμόδιαι υπηρεσίαι ευρίσκονται εις διαρκή επιφυλακήν και η βοήθεια διατίθεται άμεσα εις τους πληγέντας. Κατά τας ιδίας πληροφορίας, αι εργασίαι συνεχίζονται με εντατικόν ρυθμόν, ενώ αναμένονται νεώτεραι ανακοινώσεις εντός των προσεχών ημερών. Ο υπουργός ετόνισεν ότι το κράτος θα σταθή αρωγός εις όλους τους πολίτας και ότι ουδεμία καθυστέρησις θα σημειωθή εις την εκτέλεσιν του προγράμματος. xyxy=(185,1492,371,1610)
crete-floods-headline: ΑΠΟΤΕΛΕΣΜΑΤΙΚΑ ΜΕΤΡΑ ΒΟΗΘΕΙΑΣ ΤΩΝ ΠΛΗΜΜΥΡΟΠΑΘΩΝ ΤΗΣ ΚΡΗΤΗΣ ΕΛΗΦΘΗΣΑΝ ΥΠΟ ΤΗΣ ΚΥΒΕΡΝΗΣΕΩΣ xyxy=(5,0,566,89)
article-text: Εκ των πληροφοριών προκύπτει ότι η κυβέρνησις έλαβε τα αναγκαία μέτρα δια την αποκατάστασιν των ζημιών. Αι αρμόδιαι υπηρεσίαι ευρίσκονται εις διαρκή επιφυλακήν και η βοήθεια διατίθεται άμεσα εις τους πληγέντας. Κατά τας ιδίας πληροφορίας, αι εργασίαι συνεχίζονται με εντατικόν ρυθμόν, ενώ αναμένονται νεώτεραι ανακοινώσεις εντός των προσεχών ημερών. Ο υπουργός ετόνισεν ότι το κράτος θα σταθή αρωγός εις όλους τους πολίτας και ότι ουδεμία καθυστέρησις θα σημειωθή εις την εκτέλεσιν του προγράμματος. xyxy=(752,1316,945,1425)
brief-headline: ΡΩΣΟΓΙΑΠΩΝΙΚΑΙ ΣΥΝΟΜΙΛΙΑΙ ΔΙΑ ΤΗΝ ΑΛΙΕΙΑΝ xyxy=(594,727,720,765)
brief-headline: ΒΑΘΥΣΚΑΦΟΣ ΚΑΤΕΔΥΘΗ ΕΙΣ ΤΑ 2.485 ΜΕΤΡΑ xyxy=(579,1254,736,1280)
section-label: Ο ΠΡΩΤΟΣ ΠΡΟΕΔΡΟΣ xyxy=(1081,1766,1191,1776)
chevron-ornament-icon xyxy=(752,118,829,141)
brief-headline: ΕΝΕΦΑΝΙΣΕΤΟ ΟΙ ΚΑΘΗΓΗΤΗΣ ΤΗΣ ΘΕΟΛΟΓΙΑΣ xyxy=(38,1725,143,1762)
article-text: Εκ των πληροφοριών προκύπτει ότι η κυβέρνησις έλαβε τα αναγκαία μέτρα δια την αποκατάστασιν των ζημιών. Αι αρμόδιαι υπηρεσίαι ευρίσκονται εις διαρκή επιφυλακήν και η βοήθεια διατίθεται άμεσα εις τους πληγέντας. Κατά τας ιδίας πληροφορίας, αι εργασίαι συνεχίζονται με εντατικόν ρυθμόν, ενώ αναμένονται νεώτεραι ανακοινώσεις εντός των προσεχών ημερών. Ο υπουργός ετόνισεν ότι το κράτος θα σταθή αρωγός εις όλους τους πολίτας και ότι ουδεμία καθυστέρησις θα σημειωθή εις την εκτέλεσιν του προγράμματος. xyxy=(1327,1598,1535,1697)
gold-price: 209,00 xyxy=(149,1672,177,1682)
interview-body xyxy=(752,118,1535,1138)
article-text: Εκ των πληροφοριών προκύπτει ότι η κυβέρνησις έλαβε τα αναγκαία μέτρα δια την αποκατάστασιν των ζημιών. Αι αρμόδιαι υπηρεσίαι ευρίσκονται εις διαρκή επιφυλακήν και η βοήθεια διατίθεται άμεσα εις τους πληγέντας. Κατά τας ιδίας πληροφορίας, αι εργασίαι συνεχίζονται με εντατικόν ρυθμόν, ενώ αναμένονται νεώτεραι ανακοινώσεις εντός των προσεχών ημερών. Ο υπουργός ετόνισεν ότι το κράτος θα σταθή αρωγός εις όλους τους πολίτας και ότι ουδεμία καθυστέρησις θα σημειωθή εις την εκτέλεσιν του προγράμματος. xyxy=(752,269,943,377)
left-story-block xyxy=(4,0,568,655)
article-text: Εκ των πληροφοριών προκύπτει ότι η κυβέρνησις έλαβε τα αναγκαία μέτρα δια την αποκατάστασιν των ζημιών. Αι αρμόδιαι υπηρεσίαι ευρίσκονται εις διαρκή επιφυλακήν και η βοήθεια διατίθεται άμεσα εις τους πληγέντας. Κατά τας ιδίας πληροφορίας, αι εργασίαι συνεχίζονται με εντατικόν ρυθμόν, ενώ αναμένονται νεώτεραι ανακοινώσεις εντός των προσεχών ημερών. Ο υπουργός ετόνισεν ότι το κράτος θα σταθή αρωγός εις όλους τους πολίτας και ότι ουδεμία καθυστέρησις θα σημειωθή εις την εκτέλεσιν του προγράμματος. xyxy=(1327,1815,1535,1914)
brief-headline: ΔΕΣΜΕΥΤΙΚΗ ΑΠΟΦΑΣΙΣ ΔΙΑ ΤΟ ΡΑΝ ΚΑΤΣ xyxy=(584,1086,731,1112)
article-text: Εκ των πληροφοριών προκύπτει ότι η κυβέρνησις έλαβε τα αναγκαία μέτρα δια την αποκατάστασιν των ζημιών. Αι αρμόδιαι υπηρεσίαι ευρίσκονται εις διαρκή επιφυλακήν και η βοήθεια διατίθεται άμεσα εις τους πληγέντας. Κατά τας ιδίας πληροφορίας, αι εργασίαι συνεχίζονται με εντατικόν ρυθμόν, ενώ αναμένονται νεώτεραι ανακοινώσεις εντός των προσεχών ημερών. Ο υπουργός ετόνισεν ότι το κράτος θα σταθή αρωγός εις όλους τους πολίτας και ότι ουδεμία καθυστέρησις θα σημειωθή εις την εκτέλεσιν του προγράμματος. xyxy=(573,587,742,715)
article-text: Εκ των πληροφοριών προκύπτει ότι η κυβέρνησις έλαβε τα αναγκαία μέτρα δια την αποκατάστασιν των ζημιών. Αι αρμόδιαι υπηρεσίαι ευρίσκονται εις διαρκή επιφυλακήν και η βοήθεια διατίθεται άμεσα εις τους πληγέντας. Κατά τας ιδίας πληροφορίας, αι εργασίαι συνεχίζονται με εντατικόν ρυθμόν, ενώ αναμένονται νεώτεραι ανακοινώσεις εντός των προσεχών ημερών. Ο υπουργός ετόνισεν ότι το κράτος θα σταθή αρωγός εις όλους τους πολίτας και ότι ουδεμία καθυστέρησις θα σημειωθή εις την εκτέλεσιν του προγράμματος. xyxy=(752,1204,945,1312)
article-text: Εκ των πληροφοριών προκύπτει ότι η κυβέρνησις έλαβε τα αναγκαία μέτρα δια την αποκατάστασιν των ζημιών. Αι αρμόδιαι υπηρεσίαι ευρίσκονται εις διαρκή επιφυλακήν και η βοήθεια διατίθεται άμεσα εις τους πληγέντας. Κατά τας ιδίας πληροφορίας, αι εργασίαι συνεχίζονται με εντατικόν ρυθμόν, ενώ αναμένονται νεώτεραι ανακοινώσεις εντός των προσεχών ημερών. Ο υπουργός ετόνισεν ότι το κράτος θα σταθή αρωγός εις όλους τους πολίτας και ότι ουδεμία καθυστέρησις θα σημειωθή εις την εκτέλεσιν του προγράμματος. xyxy=(4,934,177,1063)
section-label: ΤΟ ΠΟΛΙΤΙΚΟΝ xyxy=(1402,234,1477,242)
article-text: Εκ των πληροφοριών προκύπτει ότι η κυβέρνησις έλαβε τα αναγκαία μέτρα δια την αποκατάστασιν των ζημιών. Αι αρμόδιαι υπηρεσίαι ευρίσκονται εις διαρκή επιφυλακήν και η βοήθεια διατίθεται άμεσα εις τους πληγέντας. Κατά τας ιδίας πληροφορίας, αι εργασίαι συνεχίζονται με εντατικόν ρυθμόν, ενώ αναμένονται νεώτεραι ανακοινώσεις εντός των προσεχών ημερών. Ο υπουργός ετόνισεν ότι το κράτος θα σταθή αρωγός εις όλους τους πολίτας και ότι ουδεμία καθυστέρησις θα σημειωθή εις την εκτέλεσιν του προγράμματος. xyxy=(4,1763,177,1892)
